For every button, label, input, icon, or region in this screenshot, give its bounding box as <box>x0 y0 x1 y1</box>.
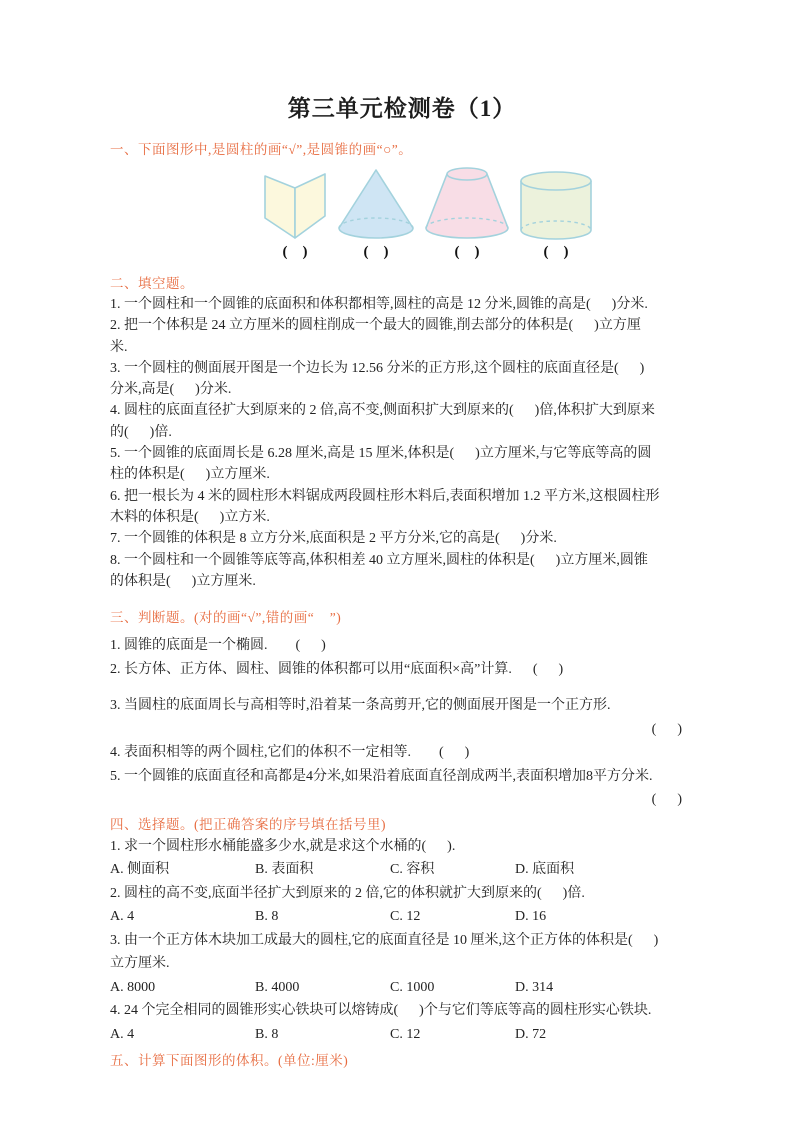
section3-header: 三、判断题。(对的画“√”,错的画“ ”) <box>110 610 342 626</box>
fill-item-8: 8. 一个圆柱和一个圆锥等底等高,体积相差 40 立方厘米,圆柱的体积是( )立方厘米,圆锥 <box>110 552 648 568</box>
fill-item-3: 3. 一个圆柱的侧面展开图是一个边长为 12.56 分米的正方形,这个圆柱的底面直径是( ) <box>110 360 645 376</box>
option-d: D. 底面积 <box>515 862 575 878</box>
option-b: B. 8 <box>255 909 279 925</box>
choice-item-2-options <box>110 905 694 929</box>
choice-item-3-cont: 立方厘米. <box>110 956 170 972</box>
option-a: A. 侧面积 <box>110 862 170 878</box>
option-b: B. 8 <box>255 1026 279 1042</box>
answer-bracket-4: ( ) <box>543 244 569 260</box>
page-title: 第三单元检测卷（1） <box>287 96 517 121</box>
fill-item-6: 6. 把一根长为 4 米的圆柱形木料锯成两段圆柱形木料后,表面积增加 1.2 平方米,这根圆柱形 <box>110 488 660 504</box>
option-a: A. 4 <box>110 909 135 925</box>
judge-item-5: 5. 一个圆锥的底面直径和高都是4分米,如果沿着底面直径剖成两半,表面积增加8平方分米. <box>110 768 653 784</box>
option-d: D. 72 <box>515 1026 547 1042</box>
option-c: C. 12 <box>390 1026 421 1042</box>
judge-item-2: 2. 长方体、正方体、圆柱、圆锥的体积都可以用“底面积×高”计算. ( ) <box>110 661 564 677</box>
cone-icon <box>337 167 415 241</box>
judge-item-5-bracket: ( ) <box>651 792 682 808</box>
option-a: A. 8000 <box>110 979 156 995</box>
option-b: B. 4000 <box>255 979 300 995</box>
cone-figure <box>337 167 415 241</box>
answer-bracket-2: ( ) <box>363 244 389 260</box>
choice-item-2: 2. 圆柱的高不变,底面半径扩大到原来的 2 倍,它的体积就扩大到原来的( )倍. <box>110 885 585 901</box>
fill-item-3-cont: 分米,高是( )分米. <box>110 382 232 398</box>
figure-answer-brackets <box>262 244 694 261</box>
choice-item-3: 3. 由一个正方体木块加工成最大的圆柱,它的底面直径是 10 厘米,这个正方体的体积是( ) <box>110 932 659 948</box>
judge-item-4: 4. 表面积相等的两个圆柱,它们的体积不一定相等. ( ) <box>110 745 470 761</box>
section5-header: 五、计算下面图形的体积。(单位:厘米) <box>110 1053 349 1069</box>
choice-item-4: 4. 24 个完全相同的圆锥形实心铁块可以熔铸成( )个与它们等底等高的圆柱形实心铁块. <box>110 1003 652 1019</box>
fill-item-8-cont: 的体积是( )立方厘米. <box>110 573 256 589</box>
answer-bracket-1: ( ) <box>282 244 308 260</box>
fill-item-6-cont: 木料的体积是( )立方米. <box>110 509 270 525</box>
section2-header: 二、填空题。 <box>110 276 194 291</box>
cylinder-figure <box>519 171 593 241</box>
option-c: C. 12 <box>390 909 421 925</box>
section1-header: 一、下面图形中,是圆柱的画“√”,是圆锥的画“○”。 <box>110 142 413 157</box>
choice-item-4-options <box>110 1023 694 1047</box>
choice-item-1: 1. 求一个圆柱形水桶能盛多少水,就是求这个水桶的( ). <box>110 838 456 854</box>
judge-item-3-bracket: ( ) <box>651 721 682 737</box>
fill-item-1: 1. 一个圆柱和一个圆锥的底面积和体积都相等,圆柱的高是 12 分米,圆锥的高是( )分米. <box>110 297 648 312</box>
spacer <box>110 681 694 694</box>
judge-item-1: 1. 圆锥的底面是一个椭圆. ( ) <box>110 638 326 654</box>
fill-item-2: 2. 把一个体积是 24 立方厘米的圆柱削成一个最大的圆锥,削去部分的体积是( )立方厘 <box>110 318 641 334</box>
judge-item-3: 3. 当圆柱的底面周长与高相等时,沿着某一条高剪开,它的侧面展开图是一个正方形. <box>110 698 611 714</box>
triangular-prism-icon <box>262 165 328 241</box>
triangular-prism-figure <box>262 165 328 241</box>
choice-item-1-options <box>110 858 694 882</box>
fill-item-4-cont: 的( )倍. <box>110 424 172 440</box>
section4-header: 四、选择题。(把正确答案的序号填在括号里) <box>110 816 386 832</box>
answer-bracket-3: ( ) <box>454 244 480 260</box>
option-c: C. 1000 <box>390 979 435 995</box>
option-b: B. 表面积 <box>255 862 314 878</box>
cylinder-icon <box>519 171 593 241</box>
worksheet-content <box>110 0 694 1071</box>
figure-row <box>262 165 694 241</box>
option-a: A. 4 <box>110 1026 135 1042</box>
choice-item-3-options <box>110 976 694 1000</box>
option-d: D. 314 <box>515 979 554 995</box>
fill-item-7: 7. 一个圆锥的体积是 8 立方分米,底面积是 2 平方分米,它的高是( )分米. <box>110 531 557 547</box>
fill-item-5: 5. 一个圆锥的底面周长是 6.28 厘米,高是 15 厘米,体积是( )立方厘米,与它等底等高的圆 <box>110 446 652 462</box>
fill-item-2-cont: 米. <box>110 339 128 355</box>
option-c: C. 容积 <box>390 862 435 878</box>
frustum-figure <box>424 165 510 241</box>
fill-item-5-cont: 柱的体积是( )立方厘米. <box>110 467 270 483</box>
frustum-icon <box>424 165 510 241</box>
option-d: D. 16 <box>515 909 547 925</box>
fill-item-4: 4. 圆柱的底面直径扩大到原来的 2 倍,高不变,侧面积扩大到原来的( )倍,体积扩大到原来 <box>110 403 655 419</box>
